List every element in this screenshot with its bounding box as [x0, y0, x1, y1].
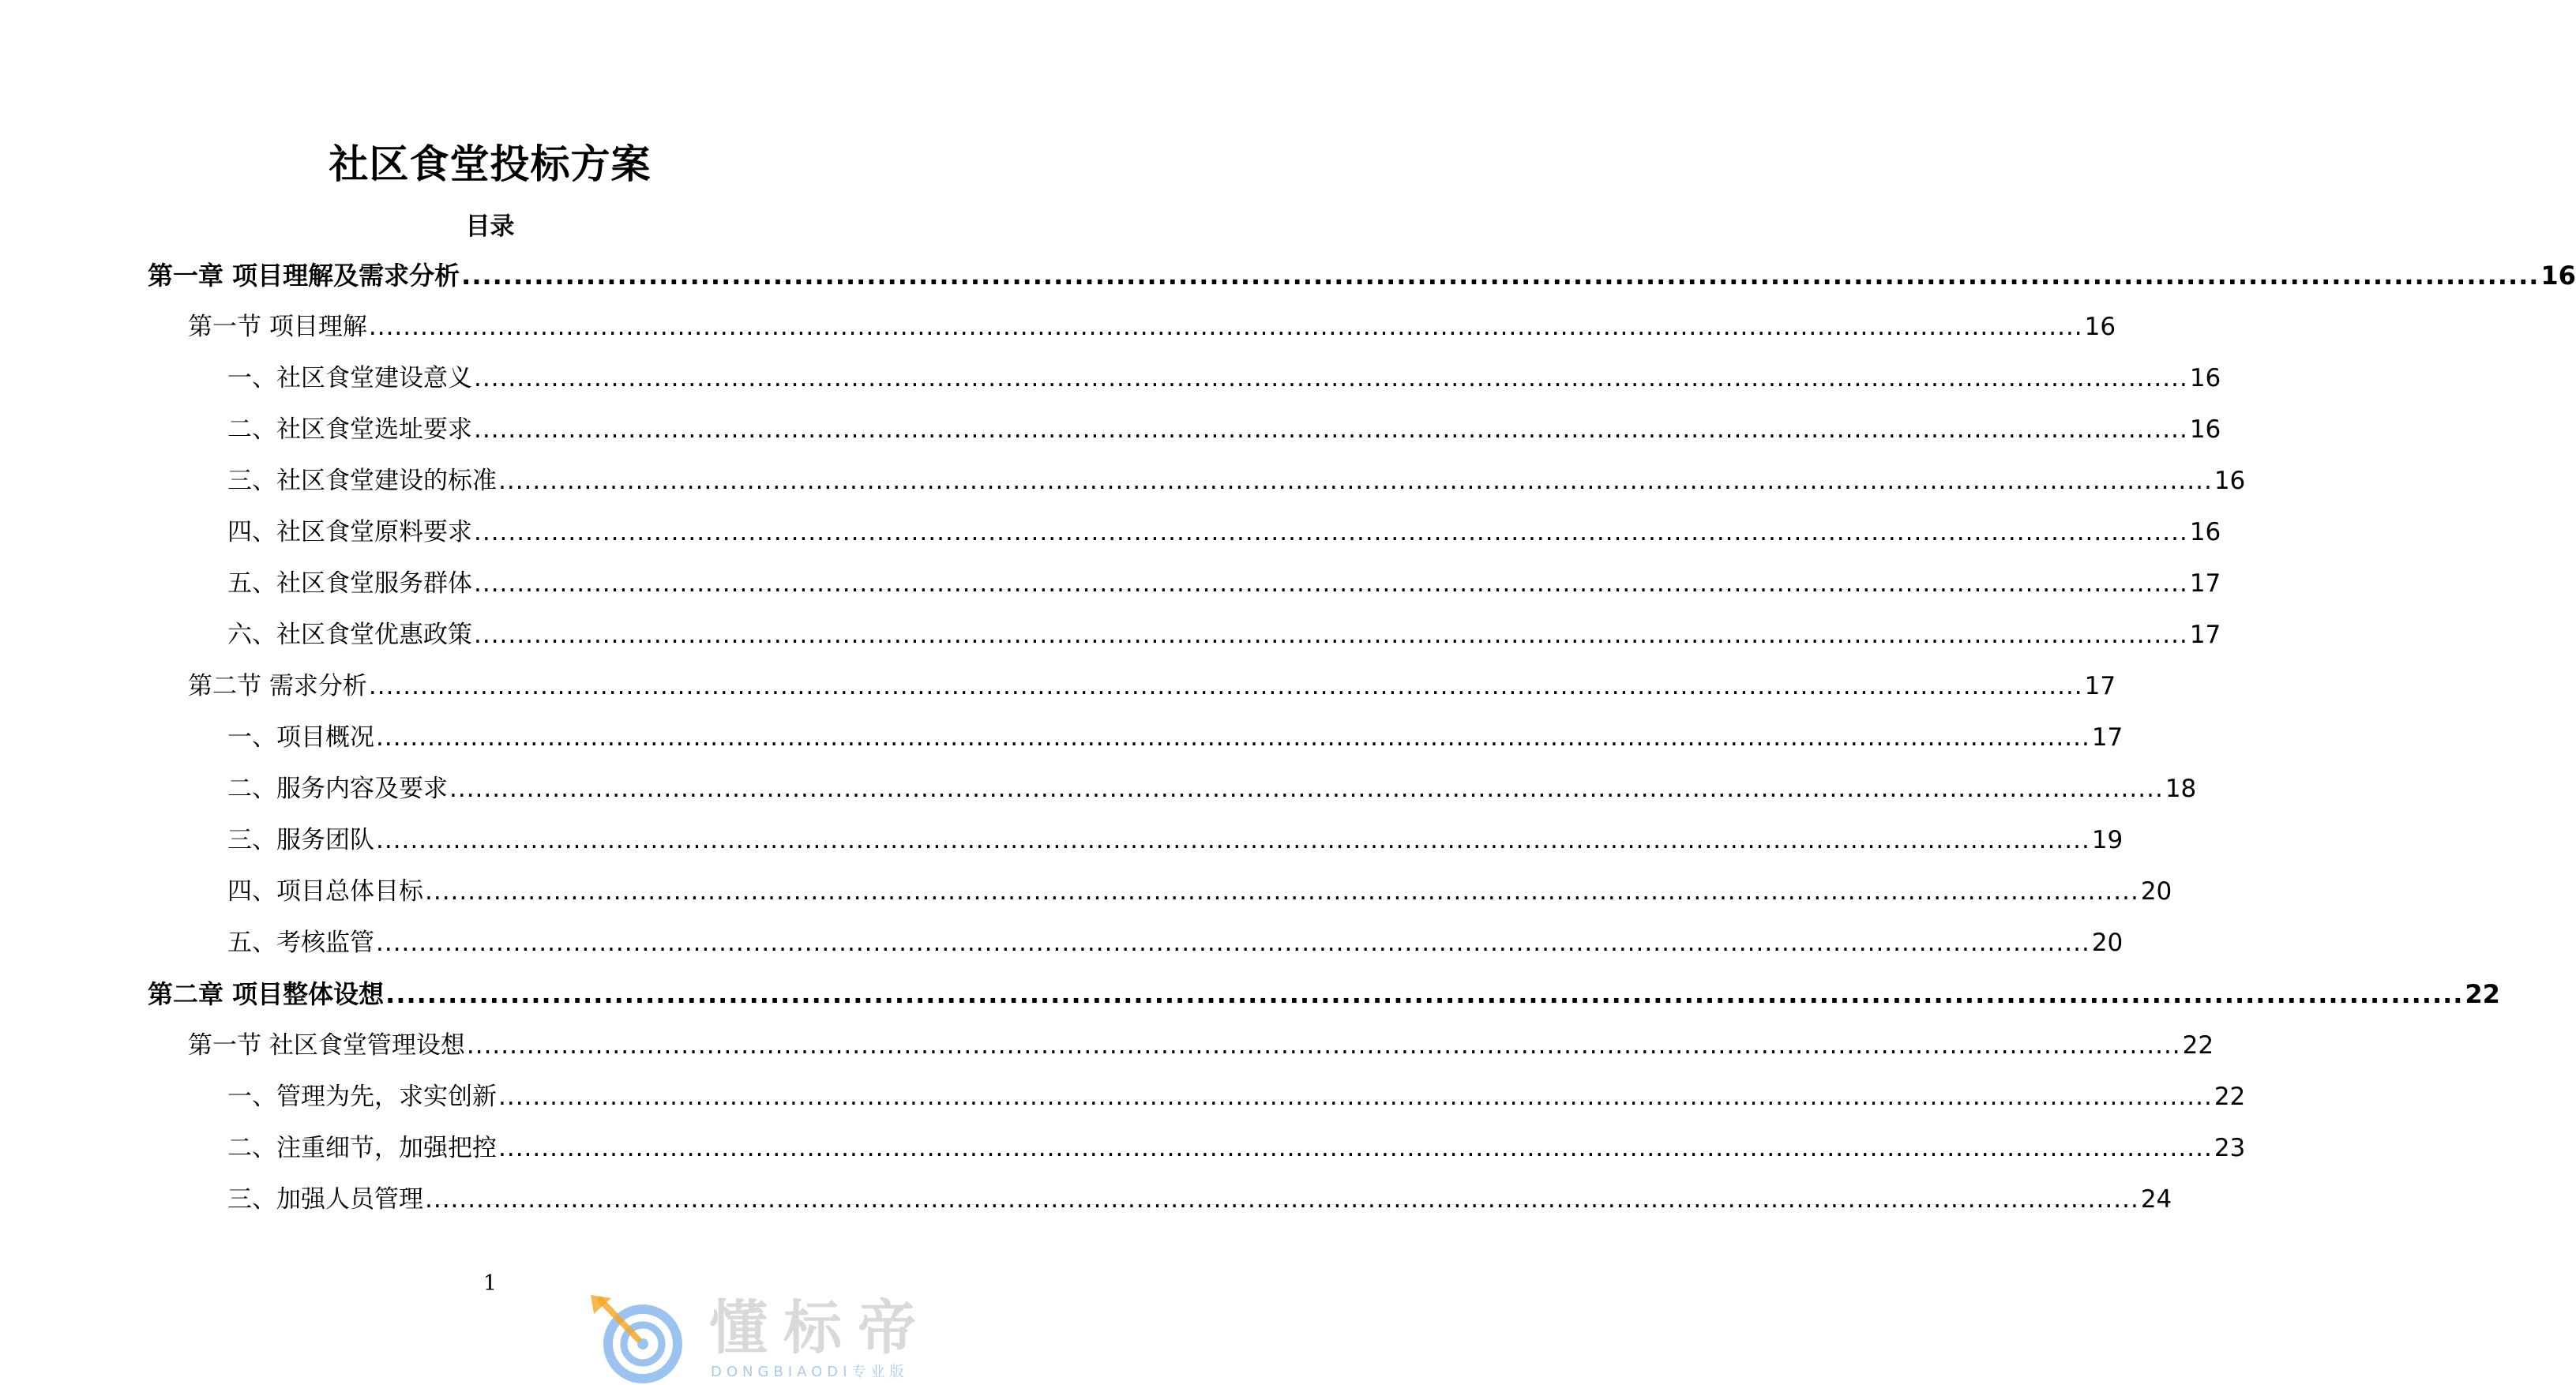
toc-dot-leader: ........................................................................................................................................................................................................: [474, 415, 2188, 444]
toc-dot-leader: ........................................................................................................................................................................................................: [425, 877, 2139, 906]
toc-page-number: 20: [2091, 929, 2124, 957]
toc-entry-title: 一、项目概况: [227, 723, 374, 752]
toc-entry-row: [227, 360, 2221, 396]
toc-entry[interactable]: [0, 463, 2246, 514]
toc-entry-title: 第二章 项目整体设想: [148, 979, 385, 1009]
toc-entry[interactable]: [0, 976, 2500, 1027]
document-title: 社区食堂投标方案: [329, 141, 652, 187]
toc-entry[interactable]: [0, 360, 2221, 411]
toc-page-number: 16: [2189, 364, 2221, 392]
brand-watermark: [584, 1292, 963, 1385]
toc-entry[interactable]: [0, 514, 2221, 565]
toc-entry-row: [227, 873, 2172, 910]
toc-entry-title: 四、项目总体目标: [227, 877, 423, 906]
toc-entry-title: 第一节 项目理解: [188, 313, 367, 341]
toc-page-number: 24: [2140, 1185, 2172, 1214]
toc-entry-row: [227, 1079, 2246, 1115]
toc-page-number: 22: [2214, 1083, 2246, 1111]
toc-dot-leader: ........................................................................................................................................................................................................: [474, 569, 2188, 598]
toc-entry-title: 第二节 需求分析: [188, 672, 367, 700]
toc-page-number: 18: [2165, 775, 2197, 803]
toc-entry-row: [188, 668, 2116, 704]
toc-dot-leader: ........................................................................................................................................................................................................: [376, 723, 2090, 752]
toc-entry-title: 一、管理为先，求实创新: [227, 1083, 497, 1111]
toc-entry-title: 第一节 社区食堂管理设想: [188, 1031, 465, 1060]
toc-entry-title: 三、加强人员管理: [227, 1185, 423, 1214]
toc-entry-row: [227, 565, 2221, 602]
toc-dot-leader: ........................................................................................................................................................................................................: [498, 1134, 2213, 1162]
toc-entry-title: 四、社区食堂原料要求: [227, 518, 472, 546]
toc-entry-row: [148, 257, 2576, 294]
toc-entry-row: [227, 463, 2246, 499]
toc-entry-row: [227, 771, 2197, 807]
toc-dot-leader: ........................................................................................................................................................................................................: [425, 1185, 2139, 1214]
toc-entry-row: [227, 822, 2124, 858]
toc-page-number: 16: [2214, 467, 2246, 495]
brand-subtitle: DONGBIAODI专业版: [711, 1364, 909, 1380]
toc-entry-title: 五、考核监管: [227, 929, 374, 957]
toc-entry-title: 三、服务团队: [227, 826, 374, 854]
toc-entry-row: [188, 309, 2116, 345]
toc-dot-leader: ........................................................................................................................................................................................................: [385, 979, 2464, 1009]
toc-entry[interactable]: [0, 925, 2124, 976]
toc-dot-leader: ........................................................................................................................................................................................................: [461, 261, 2540, 291]
toc-entry-row: [227, 719, 2124, 756]
toc-entry-title: 一、社区食堂建设意义: [227, 364, 472, 392]
toc-entry-row: [227, 617, 2221, 653]
table-of-contents: [0, 257, 2576, 1233]
toc-page-number: 17: [2084, 672, 2116, 700]
toc-page-number: 17: [2189, 569, 2221, 598]
toc-entry[interactable]: [0, 1079, 2246, 1130]
toc-entry[interactable]: [0, 257, 2576, 309]
toc-entry-row: [227, 514, 2221, 550]
toc-entry-title: 五、社区食堂服务群体: [227, 569, 472, 598]
toc-entry-row: [188, 1027, 2214, 1064]
toc-entry-row: [227, 925, 2124, 961]
toc-entry-title: 六、社区食堂优惠政策: [227, 621, 472, 649]
toc-entry[interactable]: [0, 309, 2116, 360]
toc-dot-leader: ........................................................................................................................................................................................................: [449, 775, 2164, 803]
toc-dot-leader: ........................................................................................................................................................................................................: [368, 313, 2083, 341]
toc-dot-leader: ........................................................................................................................................................................................................: [474, 621, 2188, 649]
toc-dot-leader: ........................................................................................................................................................................................................: [498, 467, 2213, 495]
toc-page-number: 16: [2540, 261, 2576, 291]
toc-entry[interactable]: [0, 719, 2124, 771]
toc-page-number: 16: [2084, 313, 2116, 341]
toc-entry-row: [148, 976, 2500, 1012]
toc-entry[interactable]: [0, 668, 2116, 719]
toc-entry-title: 二、社区食堂选址要求: [227, 415, 472, 444]
toc-dot-leader: ........................................................................................................................................................................................................: [376, 826, 2090, 854]
toc-dot-leader: ........................................................................................................................................................................................................: [368, 672, 2083, 700]
toc-page-number: 22: [2465, 979, 2500, 1009]
toc-page-number: 23: [2214, 1134, 2246, 1162]
toc-entry[interactable]: [0, 617, 2221, 668]
toc-entry[interactable]: [0, 1130, 2246, 1181]
toc-entry-title: 三、社区食堂建设的标准: [227, 467, 497, 495]
toc-dot-leader: ........................................................................................................................................................................................................: [466, 1031, 2181, 1060]
toc-dot-leader: ........................................................................................................................................................................................................: [498, 1083, 2213, 1111]
toc-entry[interactable]: [0, 771, 2197, 822]
toc-dot-leader: ........................................................................................................................................................................................................: [474, 364, 2188, 392]
toc-entry-row: [227, 1130, 2246, 1166]
toc-page-number: 16: [2189, 415, 2221, 444]
toc-entry[interactable]: [0, 411, 2221, 463]
toc-heading: 目录: [465, 212, 515, 241]
toc-page-number: 19: [2091, 826, 2124, 854]
toc-dot-leader: ........................................................................................................................................................................................................: [474, 518, 2188, 546]
brand-name: 懂标帝: [709, 1294, 932, 1362]
toc-entry-title: 二、注重细节，加强把控: [227, 1134, 497, 1162]
toc-entry-row: [227, 1181, 2172, 1218]
toc-entry-title: 第一章 项目理解及需求分析: [148, 261, 460, 291]
toc-entry[interactable]: [0, 873, 2172, 925]
toc-dot-leader: ........................................................................................................................................................................................................: [376, 929, 2090, 957]
toc-entry-title: 二、服务内容及要求: [227, 775, 448, 803]
toc-entry[interactable]: [0, 1027, 2214, 1079]
toc-page-number: 17: [2189, 621, 2221, 649]
target-arrow-icon: [588, 1293, 689, 1385]
toc-entry[interactable]: [0, 565, 2221, 617]
toc-entry-row: [227, 411, 2221, 448]
toc-entry[interactable]: [0, 1181, 2172, 1233]
page-number: 1: [483, 1271, 498, 1296]
toc-page-number: 22: [2182, 1031, 2214, 1060]
toc-page-number: 20: [2140, 877, 2172, 906]
toc-page-number: 17: [2091, 723, 2124, 752]
toc-page-number: 16: [2189, 518, 2221, 546]
toc-entry[interactable]: [0, 822, 2124, 873]
